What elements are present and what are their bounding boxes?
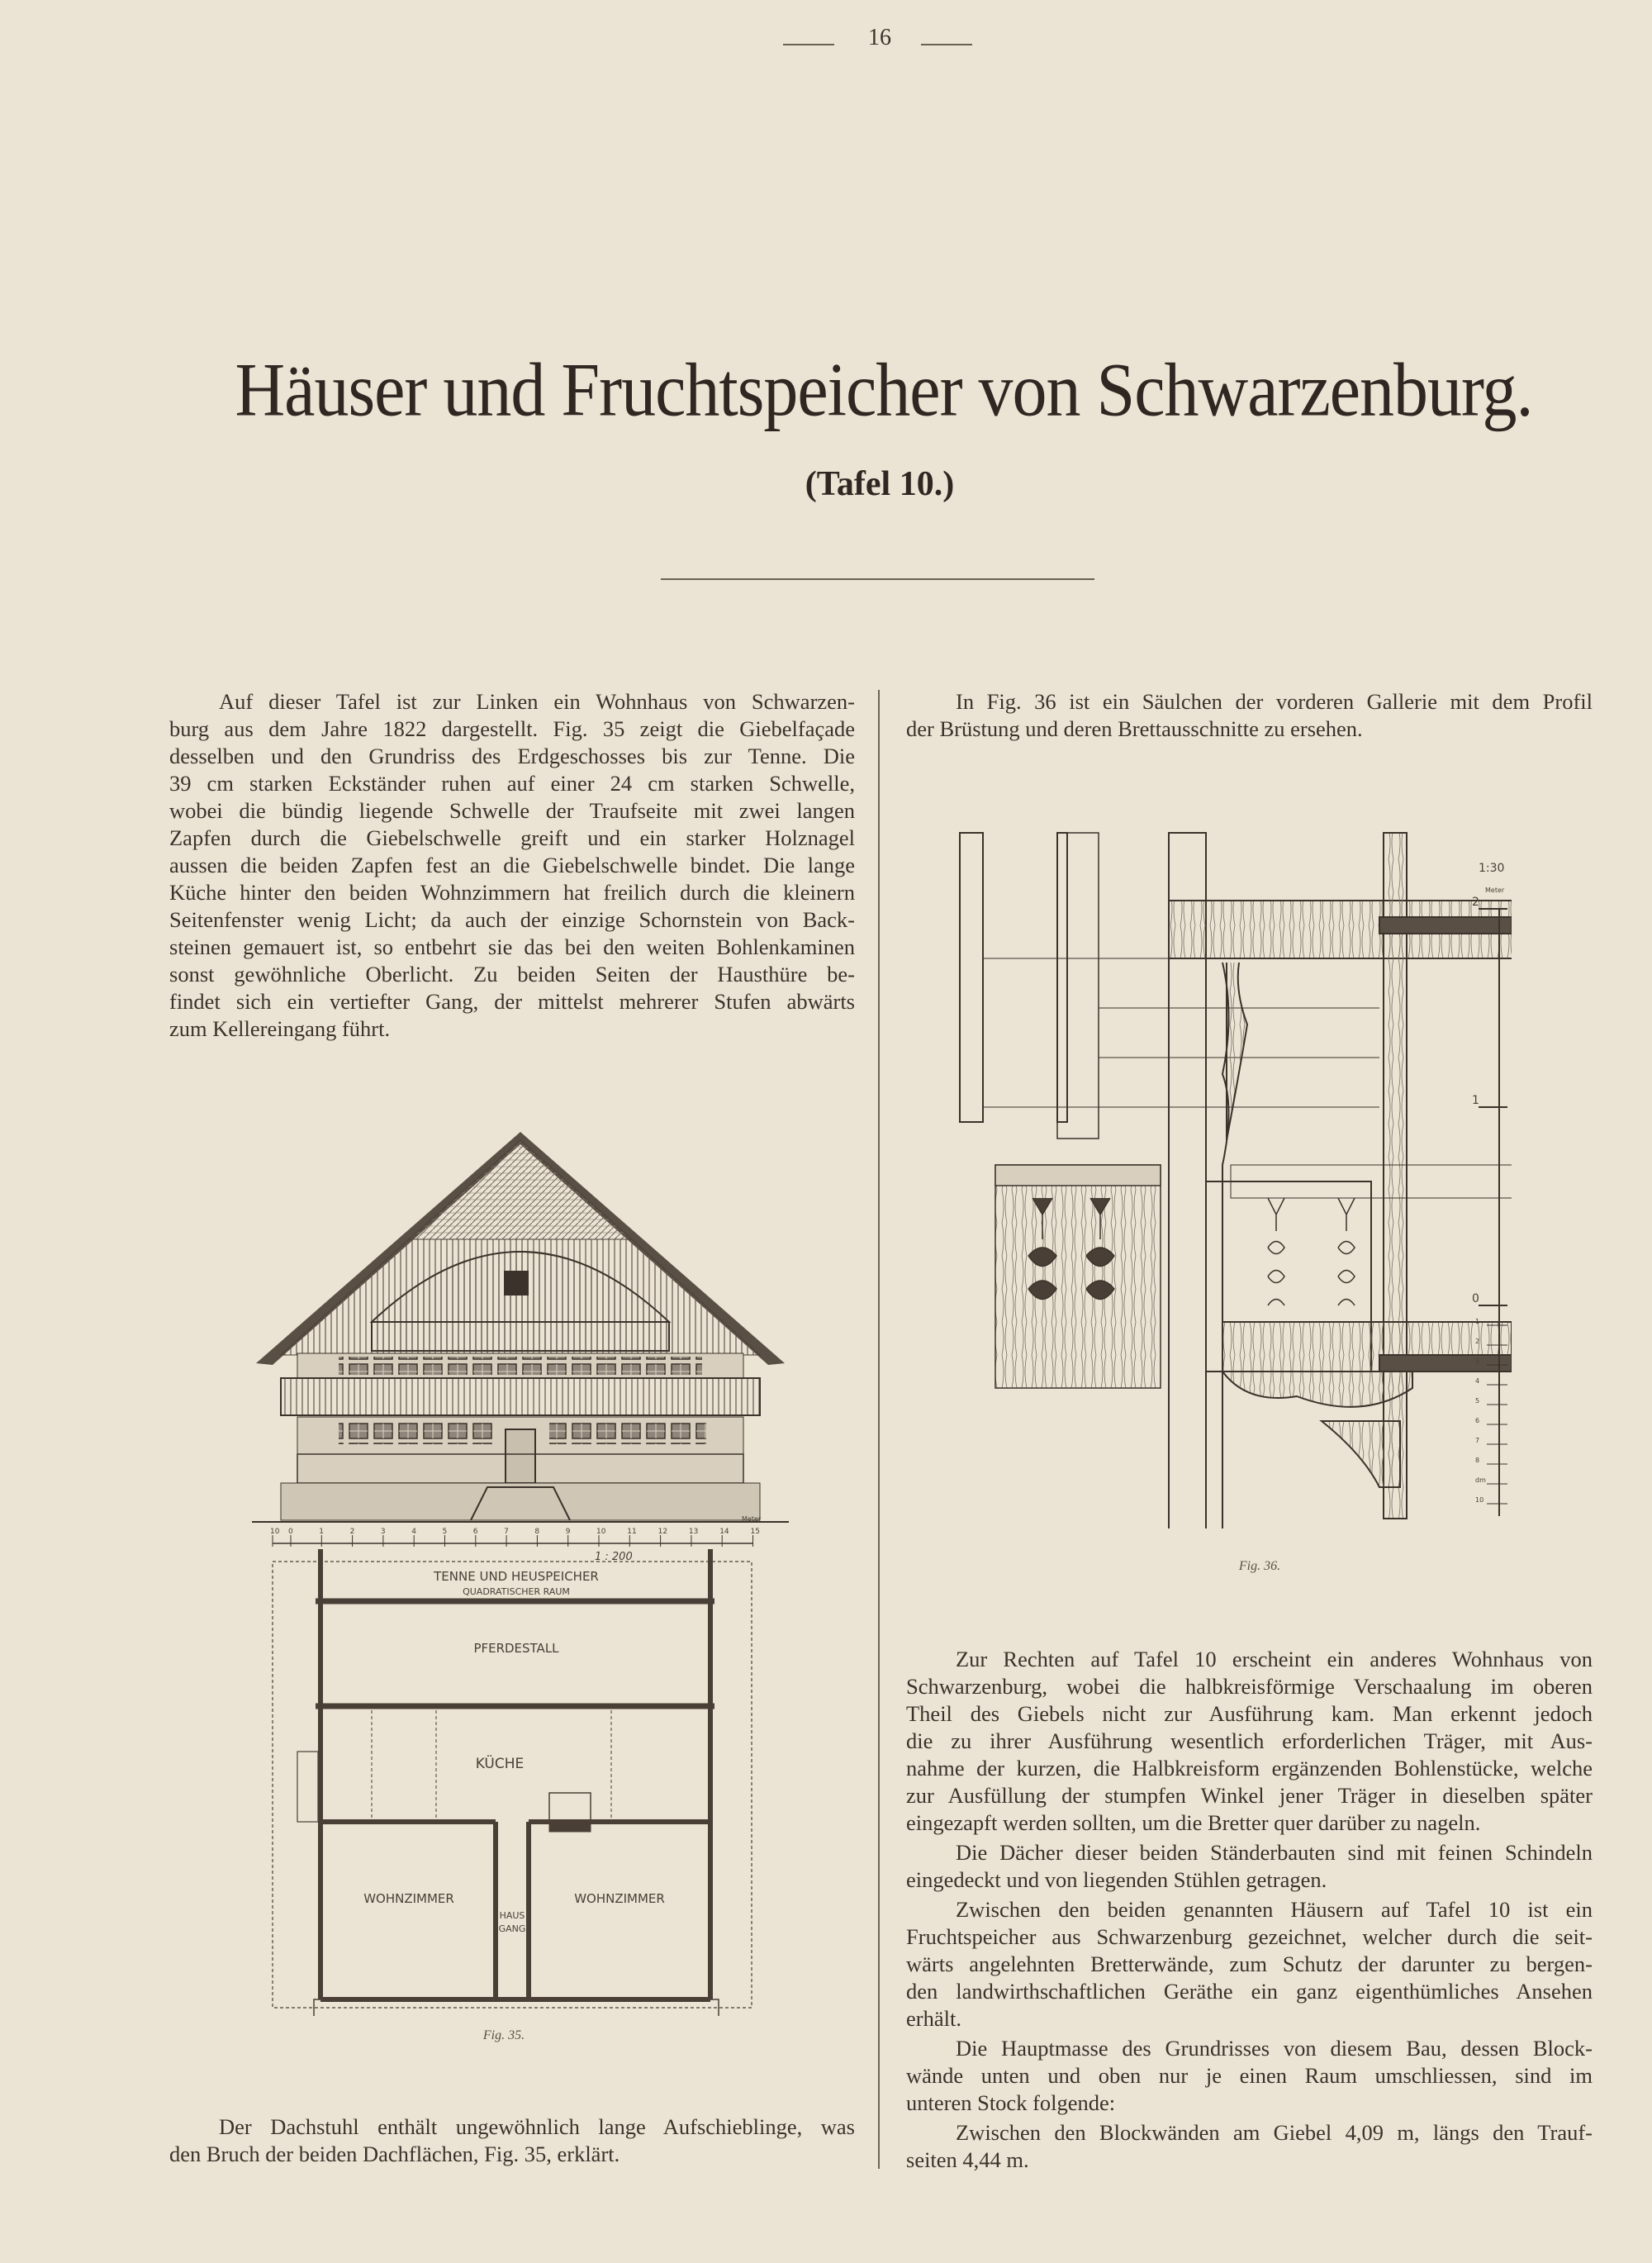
text-line: wände unten und oben nur je einen Raum umschliessen, sind im xyxy=(906,2063,1593,2088)
text-line: Der Dachstuhl enthält ungewöhnlich lange Aufschieblinge, was xyxy=(219,2114,855,2139)
scale-tick-label: 3 xyxy=(1475,1357,1480,1365)
text-line: steinen gemauert ist, so entbehrt sie das bei den weiten Bohlenkaminen xyxy=(169,934,855,959)
fig36-drawing xyxy=(950,826,1512,1528)
room-label-kueche: KÜCHE xyxy=(475,1756,525,1772)
page-title: Häuser und Fruchtspeicher von Schwarzenburg. xyxy=(235,348,1533,433)
text-line: Zwischen den beiden genannten Häusern auf Tafel 10 ist ein xyxy=(956,1897,1593,1922)
text-line: In Fig. 36 ist ein Säulchen der vorderen Gallerie mit dem Profil xyxy=(956,689,1593,714)
paragraph xyxy=(906,688,1593,743)
text-line: desselben und den Grundriss des Erdgeschosses bis zur Tenne. Die xyxy=(169,744,855,768)
column-divider xyxy=(878,690,880,2169)
right-column-top-text xyxy=(906,688,1593,745)
room-label-pferdestall: PFERDESTALL xyxy=(473,1641,559,1656)
scale-tick-label: 4 xyxy=(411,1528,416,1536)
board-profile xyxy=(995,1165,1161,1388)
scale-tick-label: 4 xyxy=(1475,1377,1480,1385)
fig36-scale-tick-label: 2 xyxy=(1472,896,1479,909)
text-line: sonst gewöhnliche Oberlicht. Zu beiden Seiten der Hausthüre be- xyxy=(169,962,855,986)
scale-tick-label: 2 xyxy=(349,1528,355,1536)
scale-tick-label: 8 xyxy=(1475,1457,1480,1464)
text-line: zur Ausfüllung der stumpfen Winkel jener Träger in dieselben später xyxy=(906,1783,1593,1808)
text-line: 39 cm starken Eckständer ruhen auf einer 24 cm starken Schwelle, xyxy=(169,771,855,796)
paragraph xyxy=(906,2035,1593,2117)
room-label-wohnzimmer-right: WOHNZIMMER xyxy=(574,1891,665,1906)
text-line: unteren Stock folgende: xyxy=(906,2090,1116,2115)
text-line: Schwarzenburg, wobei die halbkreisförmige Verschaalung im oberen xyxy=(906,1674,1593,1699)
text-line: Die Hauptmasse des Grundrisses von diesem Bau, dessen Block- xyxy=(956,2036,1593,2061)
text-line: nahme der kurzen, die Halbkreisform ergänzenden Bohlenstücke, welche xyxy=(906,1756,1593,1780)
scale-tick-label: 12 xyxy=(657,1528,668,1536)
fig36-scale-tick-label: 1 xyxy=(1472,1094,1479,1107)
room-label-hausgang-2: GANG xyxy=(498,1923,526,1934)
text-line: Zur Rechten auf Tafel 10 erscheint ein anderes Wohnhaus von xyxy=(956,1647,1593,1671)
page-number: 16 xyxy=(868,25,891,50)
text-line: seiten 4,44 m. xyxy=(906,2147,1029,2172)
text-line: wobei die bündig liegende Schwelle der Traufseite mit zwei langen xyxy=(169,798,855,823)
text-line: Zwischen den Blockwänden am Giebel 4,09 m, längs den Trauf- xyxy=(956,2120,1593,2145)
scale-tick-label: 11 xyxy=(627,1528,637,1536)
text-line: Fruchtspeicher aus Schwarzenburg gezeichnet, welcher durch die seit- xyxy=(906,1924,1593,1949)
fig35-scale-label: 1 : 200 xyxy=(595,1551,633,1563)
paragraph xyxy=(169,2113,855,2168)
floor-plan xyxy=(273,1549,752,2016)
fig35-scale-unit: Meter xyxy=(742,1515,762,1523)
scale-tick-label: 7 xyxy=(1475,1437,1480,1444)
fig36-scale-tick-label: 0 xyxy=(1472,1292,1479,1305)
paragraph xyxy=(906,1839,1593,1894)
fig36-scale-label: 1:30 xyxy=(1479,862,1505,875)
scale-tick-label: 6 xyxy=(1475,1417,1480,1424)
scale-tick-label: 1 xyxy=(319,1528,325,1536)
fig35-drawing xyxy=(248,1124,793,2016)
scale-tick-label: 10 xyxy=(596,1528,606,1536)
scale-tick-label: 1 xyxy=(1475,1318,1480,1325)
paragraph xyxy=(906,1896,1593,2032)
title-rule xyxy=(661,578,1094,580)
text-line: Auf dieser Tafel ist zur Linken ein Wohnhaus von Schwarzen- xyxy=(219,689,855,714)
text-line: zum Kellereingang führt. xyxy=(169,1016,391,1041)
scale-tick-label: 6 xyxy=(472,1528,478,1536)
paragraph xyxy=(169,688,855,1043)
text-line: erhält. xyxy=(906,2006,961,2031)
paragraph xyxy=(906,1646,1593,1837)
text-line: aussen die beiden Zapfen fest an die Giebelschwelle bindet. Die lange xyxy=(169,853,855,877)
text-line: Seitenfenster wenig Licht; da auch der einzige Schornstein von Back- xyxy=(169,907,855,932)
fig35-caption: Fig. 35. xyxy=(482,2028,525,2042)
text-line: Die Dächer dieser beiden Ständerbauten sind mit feinen Schindeln xyxy=(956,1840,1593,1865)
house-elevation xyxy=(252,1132,789,1522)
room-label-tenne: TENNE UND HEUSPEICHER xyxy=(434,1569,599,1584)
text-line: Küche hinter den beiden Wohnzimmern hat freilich durch die kleinern xyxy=(169,880,855,905)
scale-tick-label: 2 xyxy=(1475,1338,1480,1345)
text-line: der Brüstung und deren Brettausschnitte zu ersehen. xyxy=(906,716,1363,741)
scale-tick-label: 5 xyxy=(1475,1397,1480,1405)
text-line: wärts angelehnten Bretterwände, zum Schutz der darunter zu bergen- xyxy=(906,1952,1593,1976)
scale-tick-label: 10 xyxy=(270,1528,280,1536)
scale-tick-label: 14 xyxy=(719,1528,729,1536)
scale-tick-label: 9 xyxy=(565,1528,571,1536)
text-line: Theil des Giebels nicht zur Ausführung kam. Man erkennt jedoch xyxy=(906,1701,1593,1726)
scale-tick-label: 3 xyxy=(380,1528,386,1536)
page-number-rule-right xyxy=(921,44,972,45)
baluster-cutouts xyxy=(1268,1198,1355,1305)
scale-tick-label: 5 xyxy=(442,1528,448,1536)
left-column-text xyxy=(169,688,855,1045)
scale-tick-label: 13 xyxy=(688,1528,699,1536)
fig36-caption: Fig. 36. xyxy=(1238,1559,1281,1573)
left-column-bottom-text xyxy=(169,2113,855,2170)
scale-tick-label: 15 xyxy=(750,1528,760,1536)
fig36-scale-unit: Meter xyxy=(1485,887,1505,894)
text-line: Zapfen durch die Giebelschwelle greift und ein starker Holznagel xyxy=(169,825,855,850)
page-subtitle: (Tafel 10.) xyxy=(805,465,955,503)
text-line: die zu ihrer Ausführung wesentlich erforderlichen Träger, mit Aus- xyxy=(906,1728,1593,1753)
scale-tick-label: dm xyxy=(1475,1476,1486,1484)
floor-plan-labels xyxy=(363,1569,665,1934)
scale-tick-label: 0 xyxy=(288,1528,293,1536)
paragraph xyxy=(906,2119,1593,2174)
text-line: burg aus dem Jahre 1822 dargestellt. Fig. 35 zeigt die Giebelfaçade xyxy=(169,716,855,741)
room-label-wohnzimmer-left: WOHNZIMMER xyxy=(363,1891,454,1906)
scale-tick-label: 7 xyxy=(504,1528,509,1536)
text-line: eingezapft werden sollten, um die Bretter quer darüber zu nageln. xyxy=(906,1810,1481,1835)
scale-tick-label: 8 xyxy=(534,1528,540,1536)
fig36-scale-bar xyxy=(1479,909,1507,1516)
room-label-hausgang-1: HAUS xyxy=(499,1910,525,1921)
text-line: findet sich ein vertiefter Gang, der mittelst mehrerer Stufen abwärts xyxy=(169,989,855,1014)
scale-tick-label: 10 xyxy=(1475,1496,1484,1504)
text-line: den landwirthschaftlichen Geräthe ein ganz eigenthümliches Ansehen xyxy=(906,1979,1593,2004)
text-line: eingedeckt und von liegenden Stühlen getragen. xyxy=(906,1867,1327,1892)
text-line: den Bruch der beiden Dachflächen, Fig. 35, erklärt. xyxy=(169,2142,620,2166)
right-column-bottom-text xyxy=(906,1646,1593,2176)
room-label-tenne-sub: QUADRATISCHER RAUM xyxy=(463,1586,570,1597)
